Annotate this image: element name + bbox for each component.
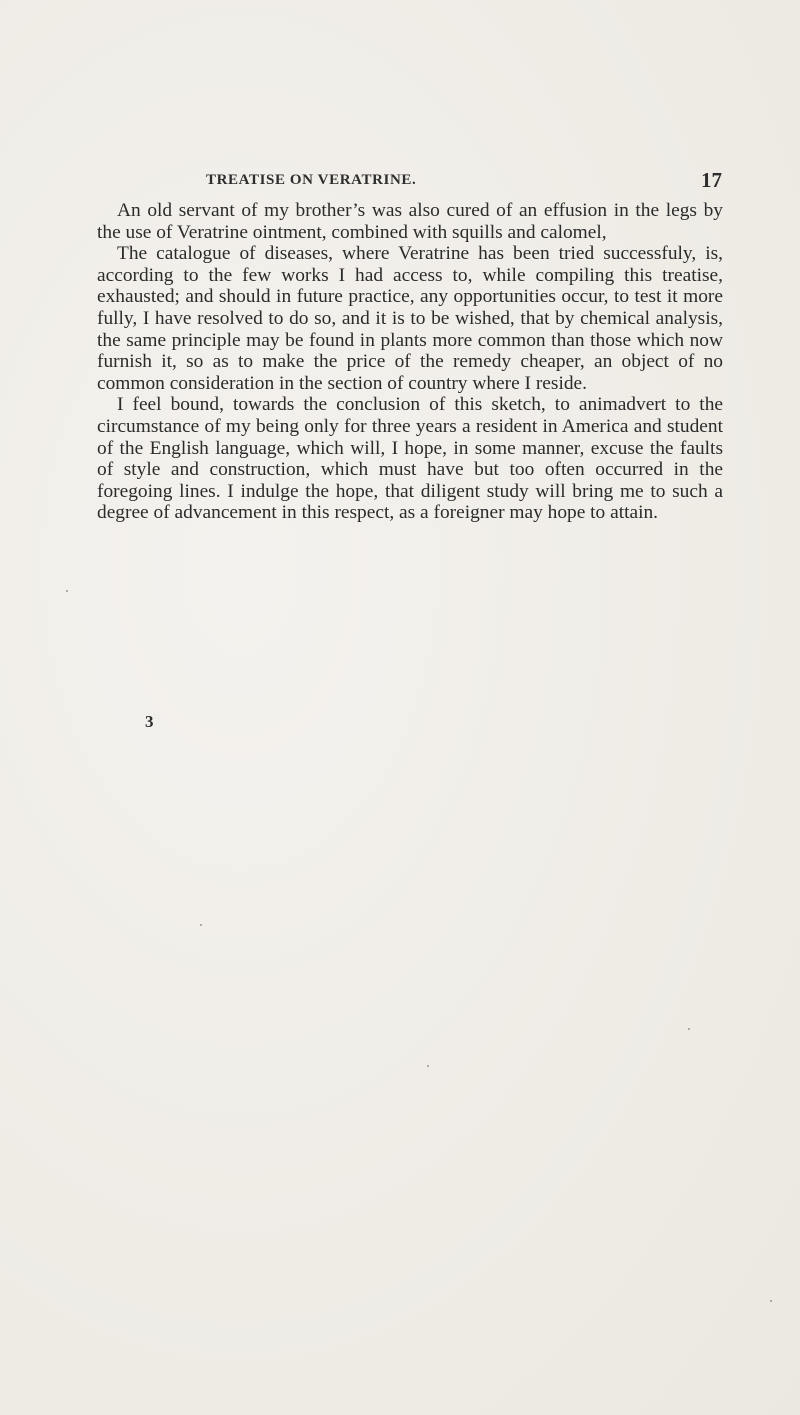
running-head — [96, 168, 722, 196]
paper-speck — [66, 590, 68, 592]
page-number: 17 — [701, 168, 722, 192]
paper-speck — [200, 924, 202, 926]
signature-mark: 3 — [145, 712, 154, 731]
running-title: TREATISE ON VERATRINE. — [206, 172, 417, 188]
paragraph-catalogue-of-diseases: The catalogue of diseases, where Veratrine has been tried successfuly, is, according to the few works I had access to, while compiling this treatise, exhausted; and should in future practice, any opportunities occur, to test it more fully, I have resolved to do so, and it is to be wished, that by chemical analysis, the same principle may be found in plants more common than those which now furnish it, so as to make the price of the remedy cheaper, an object of no common consideration in the section of country where I reside. — [97, 243, 723, 394]
paper-speck — [427, 1065, 429, 1067]
paragraph-effusion-case: An old servant of my brother’s was also cured of an effusion in the legs by the use of Veratrine ointment, combined with squills and calomel, — [97, 200, 723, 243]
paper-speck — [688, 1028, 690, 1030]
body-text — [97, 200, 723, 524]
paragraph-conclusion: I feel bound, towards the conclusion of this sketch, to animadvert to the circumstance of my being only for three years a resident in America and student of the English language, which will, I hope, in some manner, excuse the faults of style and construction, which must have but too often occurred in the foregoing lines. I indulge the hope, that diligent study will bring me to such a degree of advancement in this respect, as a foreigner may hope to attain. — [97, 394, 723, 524]
paper-speck — [770, 1300, 772, 1302]
